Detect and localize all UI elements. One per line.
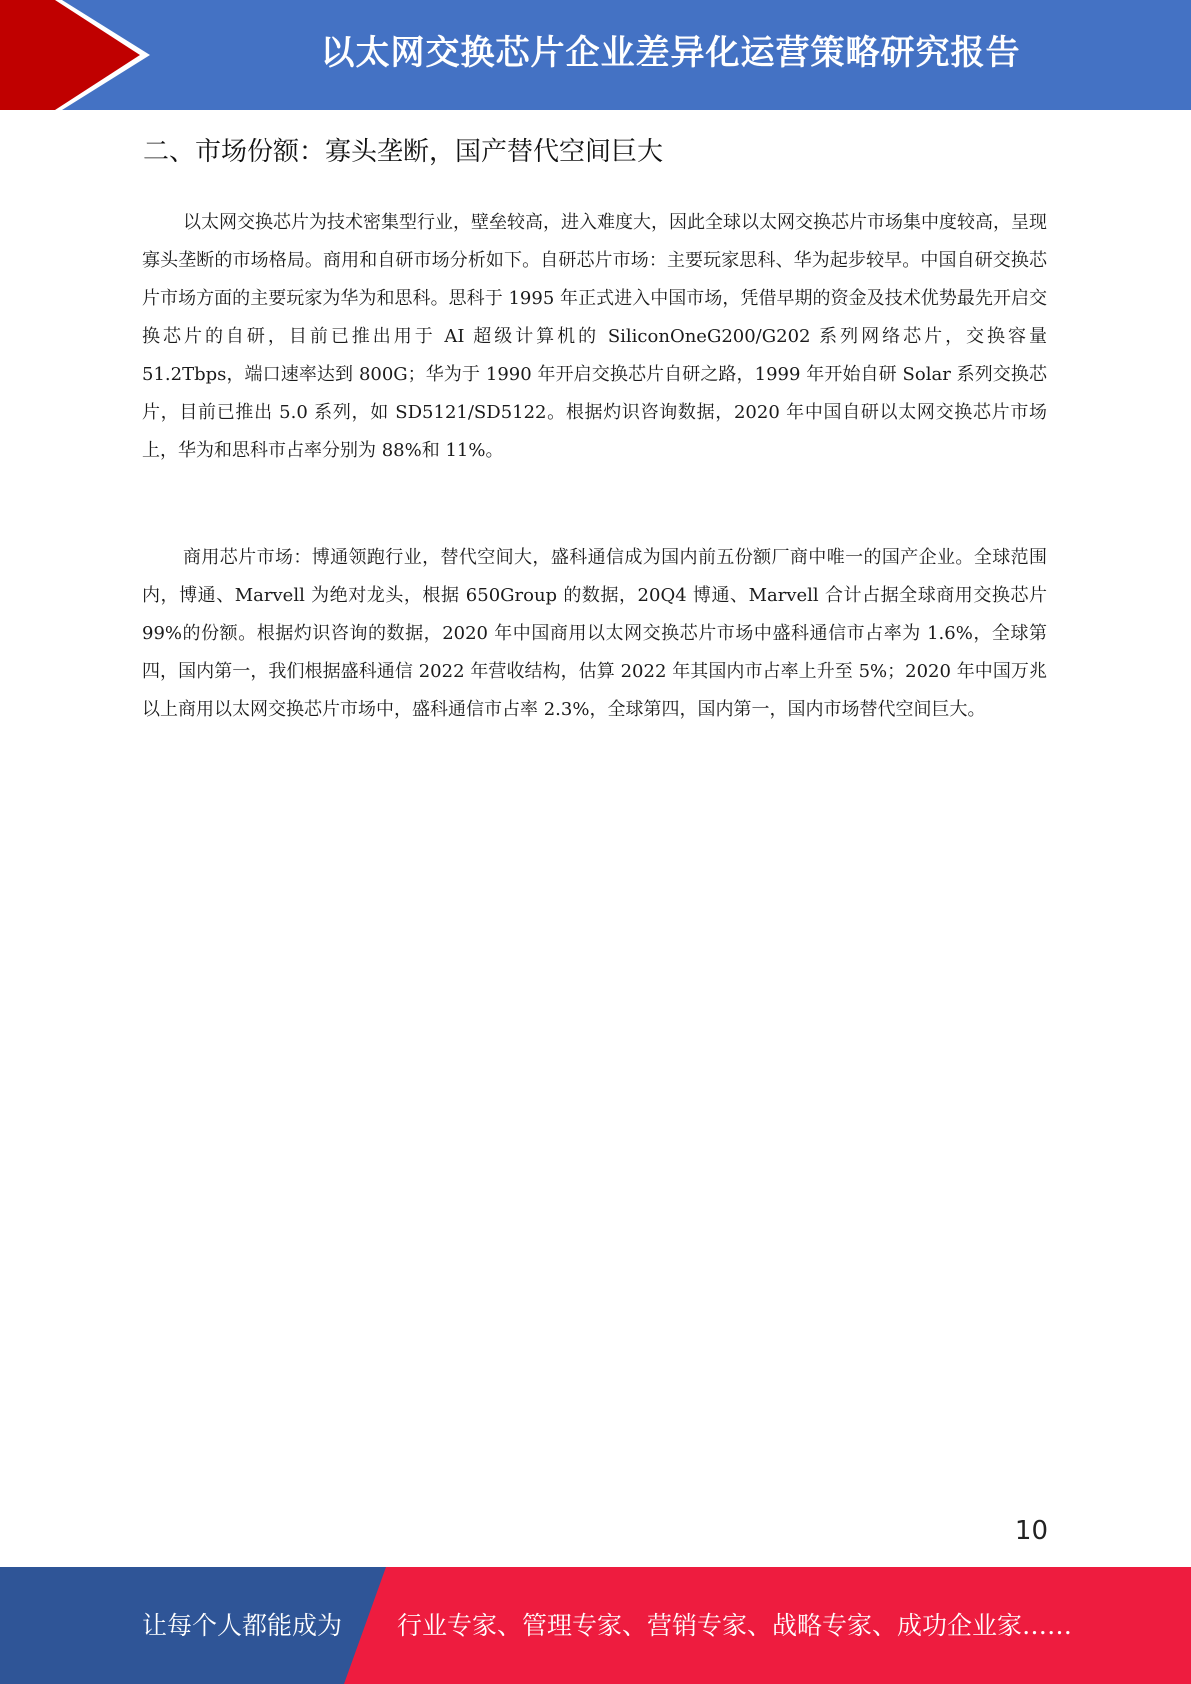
- body-paragraph: 商用芯片市场：博通领跑行业，替代空间大，盛科通信成为国内前五份额厂商中唯一的国产企业。全球范围内，博通、Marvell 为绝对龙头，根据 650Group 的数据，20Q4 博通、Marvell 合计占据全球商用交换芯片 99%的份额。根据灼识咨询的数据，2020 年中国商用以太网交换芯片市场中盛科通信市占率为 1.6%，全球第四，国内第一，我们根据盛科通信 2022 年营收结构，估算 2022 年其国内市占率上升至 5%；2020 年中国万兆以上商用以太网交换芯片市场中，盛科通信市占率 2.3%，全球第四，国内第一，国内市场替代空间巨大。: [142, 547, 1047, 720]
- page-number: 10: [1014, 1516, 1048, 1546]
- body-paragraph: 以太网交换芯片为技术密集型行业，壁垒较高，进入难度大，因此全球以太网交换芯片市场集中度较高，呈现寡头垄断的市场格局。商用和自研市场分析如下。自研芯片市场：主要玩家思科、华为起步较早。中国自研交换芯片市场方面的主要玩家为华为和思科。思科于 1995 年正式进入中国市场，凭借早期的资金及技术优势最先开启交换芯片的自研，目前已推出用于 AI 超级计算机的 SiliconOneG200/G202 系列网络芯片，交换容量 51.2Tbps，端口速率达到 800G；华为于 1990 年开启交换芯片自研之路，1999 年开始自研 Solar 系列交换芯片，目前已推出 5.0 系列，如 SD5121/SD5122。根据灼识咨询数据，2020 年中国自研以太网交换芯片市场上，华为和思科市占率分别为 88%和 11%。: [142, 212, 1047, 461]
- footer-slogan-right: 行业专家、管理专家、营销专家、战略专家、成功企业家……: [397, 1611, 1073, 1640]
- footer-banner: [0, 1567, 1191, 1684]
- red-chevron-icon: [0, 0, 160, 110]
- report-header-band: [0, 0, 1191, 110]
- report-title: 以太网交换芯片企业差异化运营策略研究报告: [320, 33, 1021, 73]
- section-heading: 二、市场份额：寡头垄断，国产替代空间巨大: [143, 137, 664, 167]
- footer-slogan-left: 让每个人都能成为: [142, 1611, 343, 1640]
